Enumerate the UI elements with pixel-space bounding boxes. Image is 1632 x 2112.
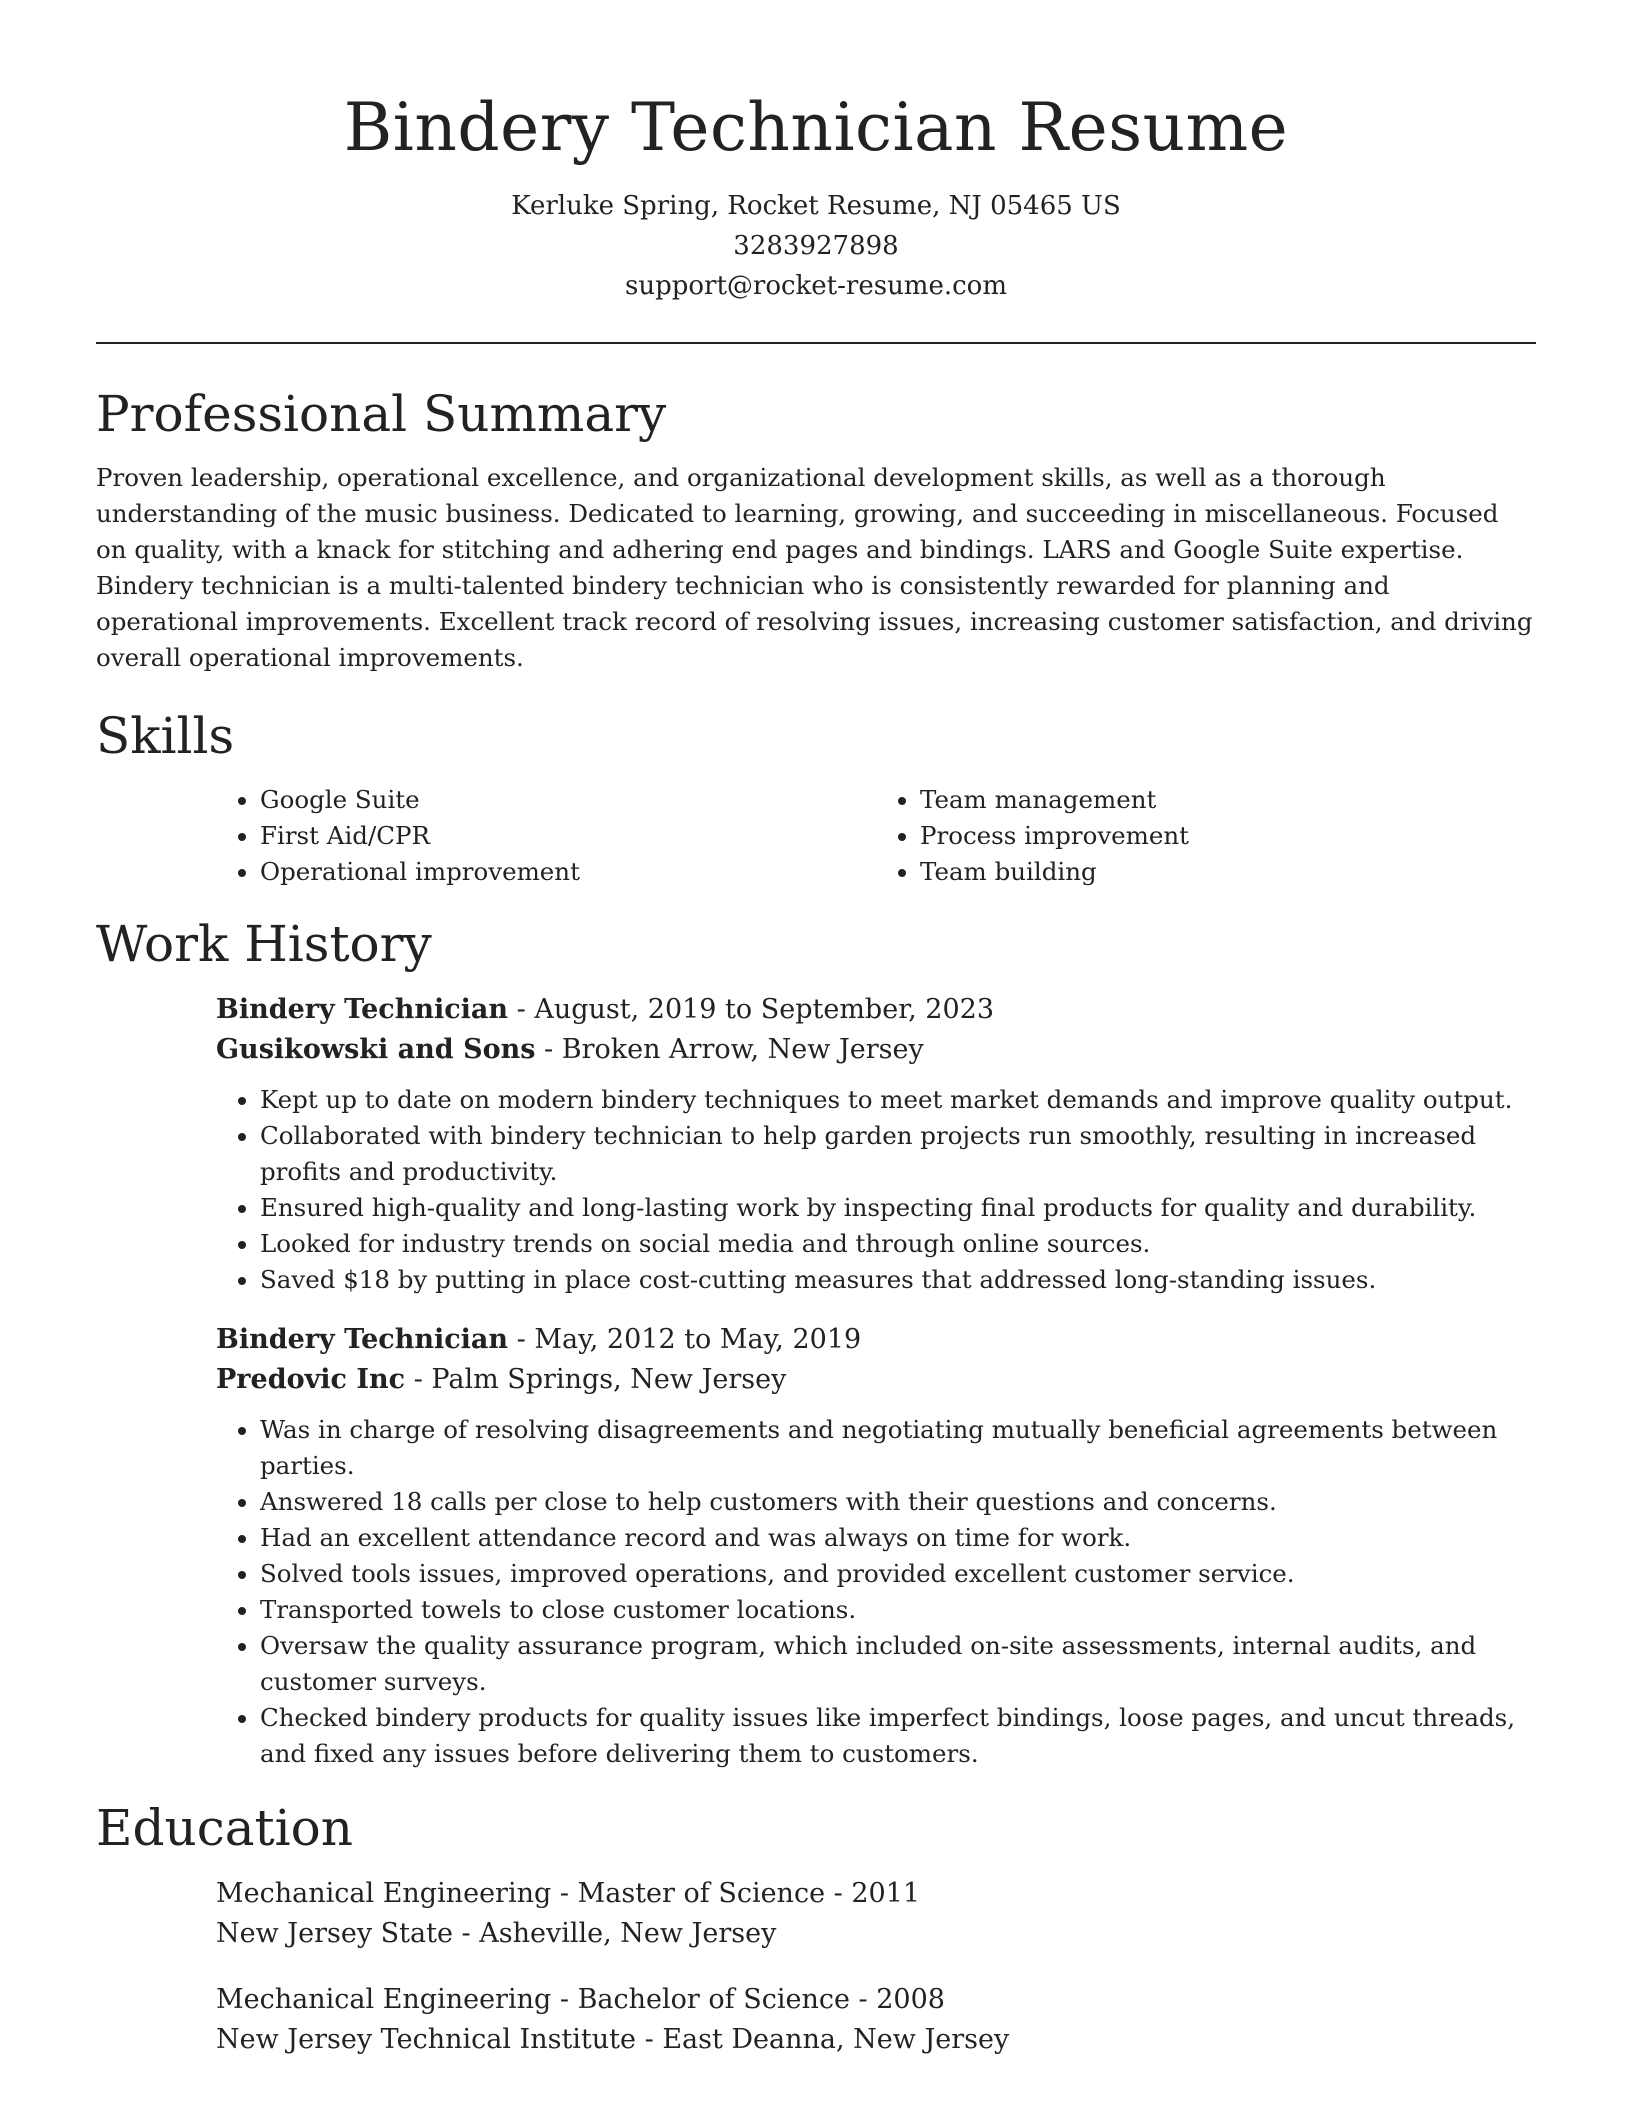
education-degree: - Master of Science <box>559 1878 826 1909</box>
job-bullet: • Had an excellent attendance record and was always on time for work. <box>260 1520 1536 1556</box>
job-company-line <box>216 1030 1536 1070</box>
resume-title: Bindery Technician Resume <box>343 89 1289 166</box>
education-school-line <box>216 1914 1536 1954</box>
job-bullet: • Checked bindery products for quality issues like imperfect bindings, loose pages, and uncut threads, and fixed any issues before delivering them to customers. <box>260 1700 1536 1772</box>
education-field: Mechanical Engineering <box>216 1984 552 2015</box>
education-degree-line <box>216 1874 1536 1914</box>
job-company: Gusikowski and Sons <box>216 1034 536 1065</box>
resume-content <box>96 380 1536 2086</box>
summary-heading: Professional Summary <box>96 385 667 443</box>
job-title-line <box>216 990 1536 1030</box>
skills-column-left <box>216 782 876 890</box>
job-company-line <box>216 1360 1536 1400</box>
header-divider <box>96 342 1536 344</box>
summary-section <box>96 380 1536 676</box>
work-history-heading: Work History <box>96 915 432 973</box>
job-dates: - August, 2019 to September, 2023 <box>516 994 995 1025</box>
skill-item: • Process improvement <box>920 818 1536 854</box>
education-location: - Asheville, New Jersey <box>461 1918 777 1949</box>
skills-section <box>96 702 1536 890</box>
job-bullet: • Kept up to date on modern bindery techniques to meet market demands and improve quality output. <box>260 1082 1536 1118</box>
job-location: - Palm Springs, New Jersey <box>413 1364 787 1395</box>
skill-item: • Team management <box>920 782 1536 818</box>
contact-block <box>0 186 1632 306</box>
job-location: - Broken Arrow, New Jersey <box>544 1034 924 1065</box>
job-bullet: • Answered 18 calls per close to help customers with their questions and concerns. <box>260 1484 1536 1520</box>
education-section <box>96 1794 1536 2060</box>
education-year: - 2011 <box>833 1878 921 1909</box>
education-field: Mechanical Engineering <box>216 1878 552 1909</box>
contact-address: Kerluke Spring, Rocket Resume, NJ 05465 US <box>511 191 1121 221</box>
education-entry <box>216 1874 1536 1954</box>
education-school: New Jersey Technical Institute <box>216 2024 637 2055</box>
job-title: Bindery Technician <box>216 1324 509 1355</box>
education-year: - 2008 <box>858 1984 945 2015</box>
skill-item: • Team building <box>920 854 1536 890</box>
job-bullet: • Ensured high-quality and long-lasting work by inspecting final products for quality and durability. <box>260 1190 1536 1226</box>
skills-column-right <box>876 782 1536 890</box>
skill-item: • Operational improvement <box>260 854 876 890</box>
skill-item: • Google Suite <box>260 782 876 818</box>
job-bullets <box>216 1082 1536 1298</box>
skills-heading: Skills <box>96 707 235 765</box>
education-school: New Jersey State <box>216 1918 453 1949</box>
skills-list <box>216 782 1536 890</box>
job-bullet: • Solved tools issues, improved operations, and provided excellent customer service. <box>260 1556 1536 1592</box>
education-degree-line <box>216 1980 1536 2020</box>
job-entry <box>216 1320 1536 1772</box>
job-bullet: • Was in charge of resolving disagreements and negotiating mutually beneficial agreements between parties. <box>260 1412 1536 1484</box>
contact-email: support@rocket-resume.com <box>624 271 1007 301</box>
summary-text: Proven leadership, operational excellence, and organizational development skills, as well as a thorough understanding of the music business. Dedicated to learning, growing, and succeeding in miscellaneous. Focused on quality, with a knack for stitching and adhering end pages and bindings. LARS and Google Suite expertise. Bindery technician is a multi-talented bindery technician who is consistently rewarded for planning and operational improvements. Excellent track record of resolving issues, increasing customer satisfaction, and driving overall operational improvements. <box>96 463 1533 672</box>
education-heading: Education <box>96 1799 353 1857</box>
job-title-line <box>216 1320 1536 1360</box>
job-bullet: • Transported towels to close customer locations. <box>260 1592 1536 1628</box>
education-school-line <box>216 2020 1536 2060</box>
job-entry <box>216 990 1536 1298</box>
resume-header <box>0 0 1632 306</box>
job-dates: - May, 2012 to May, 2019 <box>516 1324 862 1355</box>
job-title: Bindery Technician <box>216 994 509 1025</box>
skill-item: • First Aid/CPR <box>260 818 876 854</box>
job-bullet: • Looked for industry trends on social media and through online sources. <box>260 1226 1536 1262</box>
job-bullets <box>216 1412 1536 1772</box>
work-history-section <box>96 910 1536 1772</box>
job-bullet: • Collaborated with bindery technician to help garden projects run smoothly, resulting in increased profits and productivity. <box>260 1118 1536 1190</box>
education-location: - East Deanna, New Jersey <box>644 2024 1010 2055</box>
education-degree: - Bachelor of Science <box>559 1984 850 2015</box>
job-bullet: • Oversaw the quality assurance program, which included on-site assessments, internal audits, and customer surveys. <box>260 1628 1536 1700</box>
education-entry <box>216 1980 1536 2060</box>
job-bullet: • Saved $18 by putting in place cost-cutting measures that addressed long-standing issues. <box>260 1262 1536 1298</box>
contact-phone: 3283927898 <box>733 231 899 261</box>
job-company: Predovic Inc <box>216 1364 406 1395</box>
